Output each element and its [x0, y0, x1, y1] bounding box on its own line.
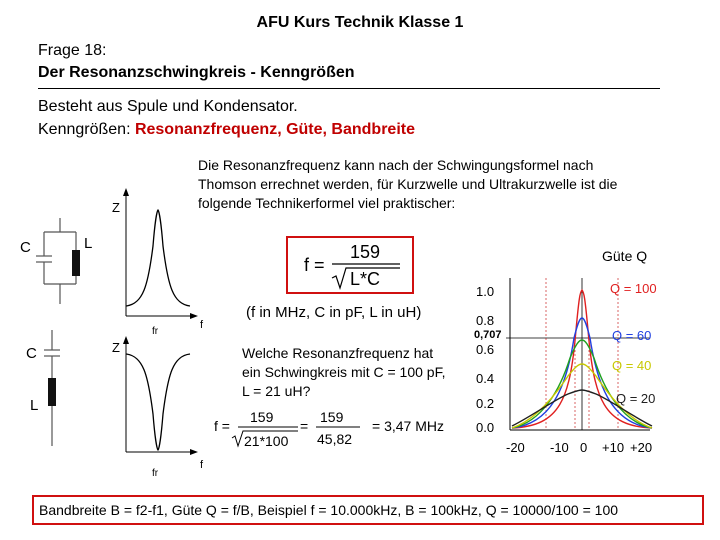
series-l-label: L — [30, 397, 39, 414]
example-calculation — [210, 406, 460, 452]
question-number: Frage 18: — [38, 42, 107, 59]
x-tick-plus-10: +10 — [602, 440, 625, 455]
parallel-z-axis-label: Z — [112, 200, 120, 215]
series-f-axis-label: f — [200, 459, 204, 471]
x-tick-minus-20: -20 — [506, 440, 525, 455]
series-z-axis-label: Z — [112, 340, 120, 355]
parallel-c-label: C — [20, 239, 31, 256]
x-tick-0: 0 — [580, 440, 588, 455]
parallel-resonance-curve — [126, 210, 190, 306]
technician-formula-box — [286, 236, 414, 294]
calc-frac2-denominator: 45,82 — [317, 431, 353, 447]
calc-frac1-numerator: 159 — [250, 409, 274, 425]
series-c-label: C — [26, 345, 37, 362]
key-parameters-line — [38, 121, 415, 139]
series-impedance-plot — [108, 334, 208, 480]
q60-label: Q = 60 — [612, 328, 652, 343]
q100-label: Q = 100 — [610, 281, 657, 296]
example-question: Welche Resonanzfrequenz hat ein Schwingkreis mit C = 100 pF, L = 21 uH? — [242, 345, 446, 399]
description-line: Besteht aus Spule und Kondensator. — [38, 98, 298, 115]
quality-factor-chart — [470, 270, 690, 470]
y-tick-1-0: 1.0 — [476, 284, 495, 299]
calc-frac1-denominator: 21*100 — [244, 433, 289, 449]
y-tick-0-707: 0,707 — [474, 329, 502, 341]
y-tick-0-0: 0.0 — [476, 420, 495, 435]
key-parameters-list: Resonanzfrequenz, Güte, Bandbreite — [134, 121, 415, 138]
q20-label: Q = 20 — [616, 391, 656, 406]
y-tick-0-6: 0.6 — [476, 342, 495, 357]
calc-lhs: f = — [214, 418, 230, 434]
units-note: (f in MHz, C in pF, L in uH) — [246, 304, 422, 321]
parallel-l-label: L — [84, 235, 93, 252]
x-tick-minus-10: -10 — [550, 440, 569, 455]
question-title: Der Resonanzschwingkreis - Kenngrößen — [38, 64, 355, 81]
formula-lhs: f = — [304, 255, 325, 275]
series-fr-label: fr — [152, 468, 159, 479]
title-divider — [38, 88, 660, 89]
key-parameters-label: Kenngrößen: — [38, 121, 135, 138]
y-tick-0-8: 0.8 — [476, 313, 495, 328]
y-tick-0-4: 0.4 — [476, 371, 495, 386]
calc-frac2-numerator: 159 — [320, 409, 344, 425]
series-resonance-curve — [126, 354, 190, 450]
formula-explanation: Die Resonanzfrequenz kann nach der Schwingungsformel nach Thomson errechnet werden, für Kurzwelle und Ultrakurzwelle ist die folgende Technikerformel viel praktischer: — [198, 157, 618, 211]
bandwidth-note: Bandbreite B = f2-f1, Güte Q = f/B, Beispiel f = 10.000kHz, B = 100kHz, Q = 10000/100 = 100 — [32, 495, 704, 525]
series-inductor — [48, 378, 56, 406]
x-tick-plus-20: +20 — [630, 440, 653, 455]
parallel-inductor — [72, 250, 80, 276]
q-chart-title: Güte Q — [602, 248, 648, 264]
parallel-fr-label: fr — [152, 326, 159, 336]
q40-label: Q = 40 — [612, 358, 652, 373]
parallel-lc-circuit — [18, 218, 98, 308]
formula-radical: L*C — [350, 269, 381, 289]
y-tick-0-2: 0.2 — [476, 396, 495, 411]
parallel-f-axis-label: f — [200, 319, 204, 331]
calc-equals: = — [300, 418, 309, 434]
series-lc-circuit — [22, 330, 92, 450]
formula-numerator: 159 — [350, 242, 381, 262]
calc-result: = 3,47 MHz — [372, 418, 444, 434]
parallel-impedance-plot — [108, 186, 208, 336]
slide-title: AFU Kurs Technik Klasse 1 — [256, 14, 464, 31]
technician-formula — [288, 238, 412, 292]
